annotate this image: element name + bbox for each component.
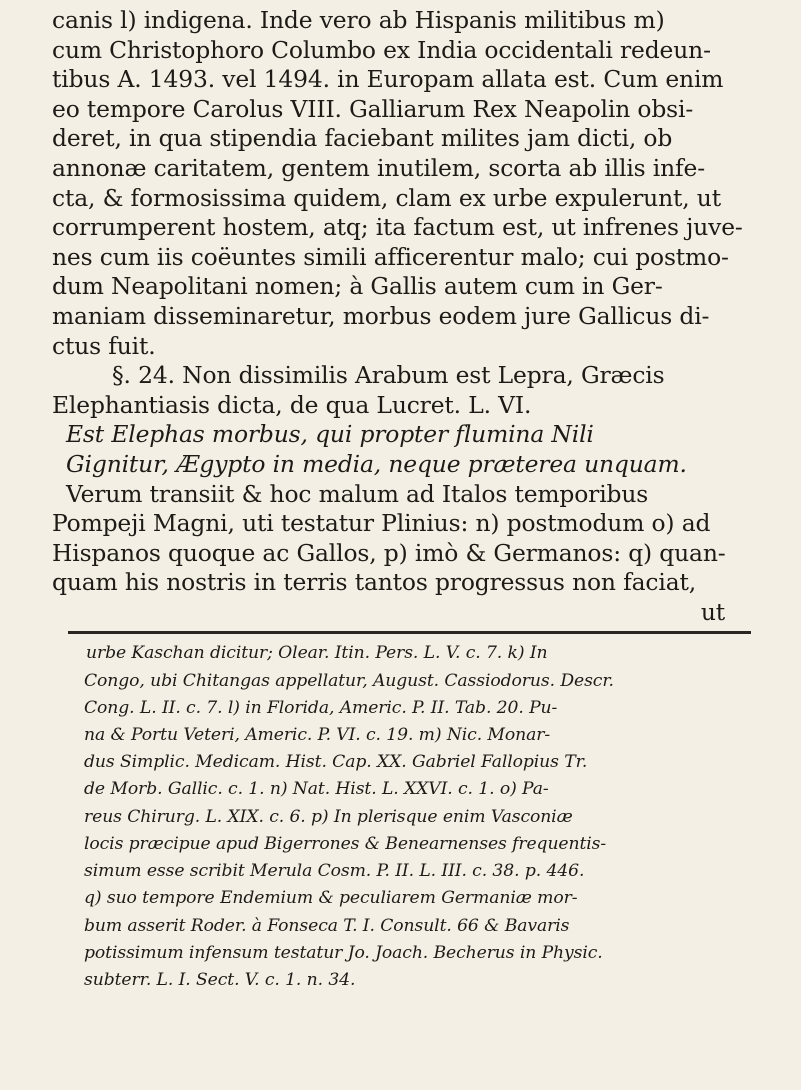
text-line: nes cum iis coëuntes simili afficerentur malo; cui postmo-	[52, 242, 729, 271]
text-line: corrumperent hostem, atq; ita factum est, ut infrenes juve-	[52, 213, 743, 242]
footnote-line: simum esse scribit Merula Cosm. P. II. L. III. c. 38. p. 446.	[84, 861, 585, 882]
footnote-line: de Morb. Gallic. c. 1. n) Nat. Hist. L. XXVI. c. 1. o) Pa-	[84, 779, 549, 800]
footnote-line: na & Portu Veteri, Americ. P. VI. c. 19. m) Nic. Monar-	[84, 725, 551, 746]
text-line: cum Christophoro Columbo ex India occidentali redeun-	[52, 35, 711, 64]
footnote-line: bum asserit Roder. à Fonseca T. I. Consult. 66 & Bavaris	[84, 915, 570, 936]
footnote-line: q) suo tempore Endemium & peculiarem Germaniæ mor-	[84, 888, 578, 909]
text-line: quam his nostris in terris tantos progressus non faciat,	[52, 568, 697, 597]
footnote-line: locis præcipue apud Bigerrones & Benearnenses frequentis-	[84, 833, 607, 854]
text-line: cta, & formosissima quidem, clam ex urbe expulerunt, ut	[52, 183, 721, 212]
text-line: canis l) indigena. Inde vero ab Hispanis militibus m)	[52, 6, 665, 34]
text-line: deret, in qua stipendia faciebant milites jam dicti, ob	[52, 124, 673, 153]
footnote-divider	[68, 631, 751, 634]
text-line: Hispanos quoque ac Gallos, p) imò & Germanos: q) quan-	[52, 538, 726, 567]
footnote-line: dus Simplic. Medicam. Hist. Cap. XX. Gabriel Fallopius Tr.	[84, 752, 588, 773]
verse-line: Gignitur, Ægypto in media, neque præterea unquam.	[66, 449, 687, 478]
verse-line: Est Elephas morbus, qui propter flumina Nili	[66, 420, 594, 449]
text-line: Elephantiasis dicta, de qua Lucret. L. VI.	[52, 390, 532, 419]
text-line: dum Neapolitani nomen; à Gallis autem cum in Ger-	[52, 272, 663, 301]
text-line: Verum transiit & hoc malum ad Italos temporibus	[66, 479, 649, 508]
section-heading-line: §. 24. Non dissimilis Arabum est Lepra, Græcis	[112, 361, 665, 390]
footnote-line: reus Chirurg. L. XIX. c. 6. p) In plerisque enim Vasconiæ	[84, 806, 573, 827]
catchword: ut	[700, 597, 725, 626]
footnote-line: Cong. L. II. c. 7. l) in Florida, Americ. P. II. Tab. 20. Pu-	[84, 697, 558, 718]
text-line: tibus A. 1493. vel 1494. in Europam allata est. Cum enim	[52, 65, 724, 94]
footnotes	[52, 640, 761, 994]
footnote-line: subterr. L. I. Sect. V. c. 1. n. 34.	[84, 969, 356, 990]
footnote-line: urbe Kaschan dicitur; Olear. Itin. Pers. L. V. c. 7. k) In	[86, 643, 548, 664]
text-line: Pompeji Magni, uti testatur Plinius: n) postmodum o) ad	[52, 509, 711, 538]
text-line: eo tempore Carolus VIII. Galliarum Rex Neapolin obsi-	[52, 94, 694, 123]
text-line: maniam disseminaretur, morbus eodem jure Gallicus di-	[52, 301, 710, 330]
text-line: annonæ caritatem, gentem inutilem, scorta ab illis infe-	[52, 153, 706, 182]
footnote-line: potissimum infensum testatur Jo. Joach. Becherus in Physic.	[84, 942, 603, 963]
text-line: ctus fuit.	[52, 331, 156, 360]
footnote-line: Congo, ubi Chitangas appellatur, August. Cassiodorus. Descr.	[84, 670, 614, 691]
main-text	[52, 6, 761, 627]
